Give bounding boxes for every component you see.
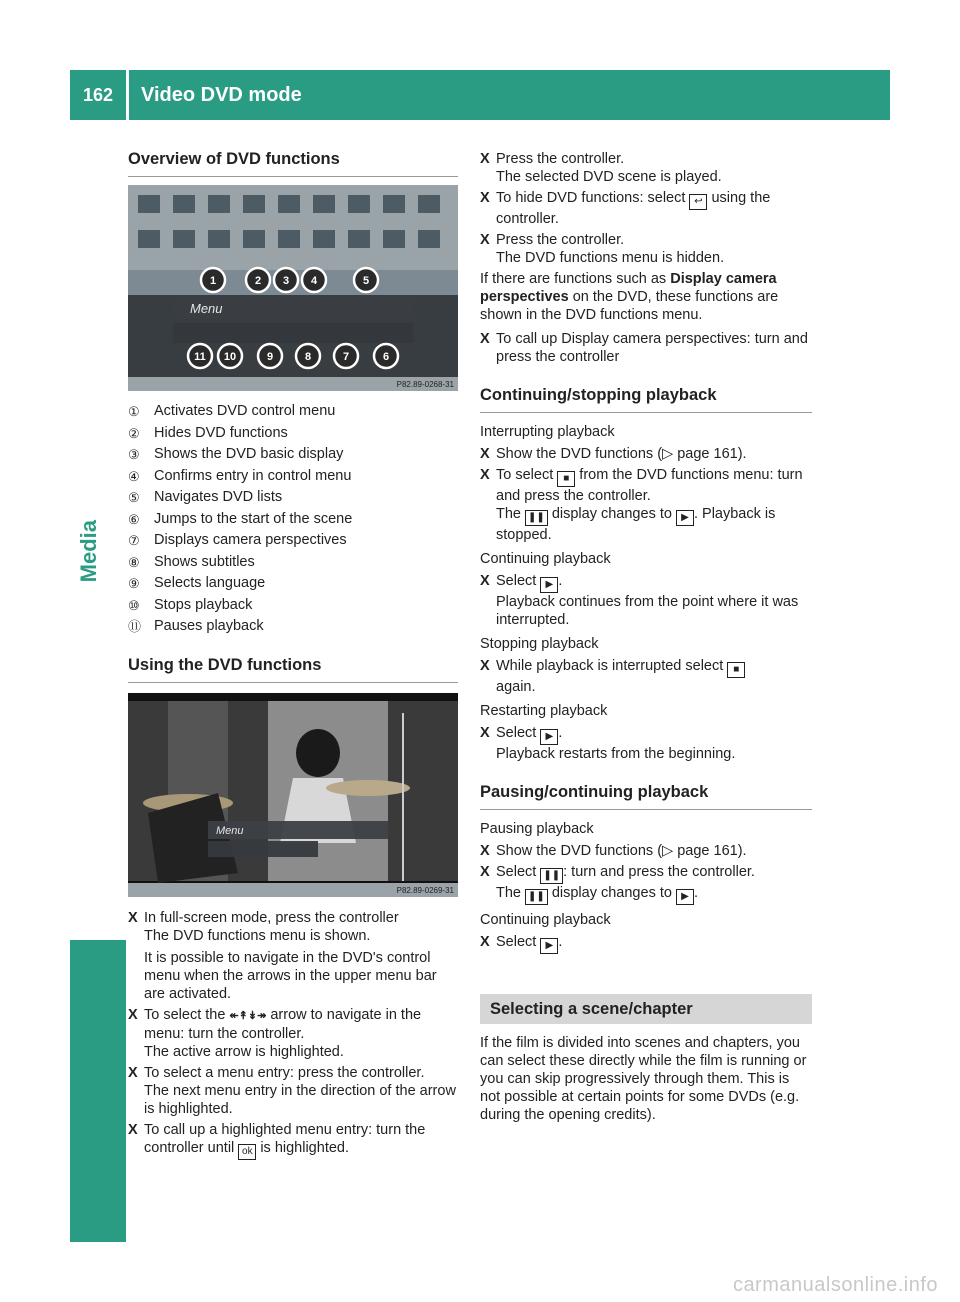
- step-hide-functions: X To hide DVD functions: select ↩ using the controller.: [480, 190, 771, 227]
- callout-2: 2: [254, 275, 262, 287]
- restarting-label: Restarting playback: [480, 703, 608, 719]
- step-select-pause: X Select ❚❚ : turn and press the controller. The ❚❚ display changes to ▶ .: [480, 863, 812, 905]
- right-column: [480, 150, 812, 1130]
- nav-arrows-icon: ↞↟↡↠: [229, 1009, 267, 1022]
- step-call-entry: X To call up a highlighted menu entry: turn the controller until ok is highlighted.: [128, 1121, 458, 1160]
- step-arrow-icon: X: [480, 934, 490, 950]
- callout-11: 11: [194, 351, 206, 363]
- callout-1: 1: [209, 275, 217, 287]
- callout-legend: [128, 401, 458, 638]
- continuing-label: Continuing playback: [480, 551, 611, 567]
- step-arrow-icon: X: [128, 909, 138, 926]
- step-arrow-icon: X: [480, 864, 490, 880]
- step-arrow-icon: X: [480, 232, 490, 248]
- step-restart: X Select ▶ . Playback restarts from the beginning.: [480, 725, 736, 762]
- step-show-functions-2: X Show the DVD functions (▷ page 161).: [480, 843, 747, 859]
- step-arrow-icon: X: [480, 151, 490, 167]
- step-arrow-icon: X: [480, 725, 490, 741]
- step-arrow-icon: X: [480, 573, 490, 589]
- continuing-label-2: Continuing playback: [480, 912, 611, 928]
- step-press-controller: X Press the controller. The selected DVD scene is played.: [480, 151, 722, 185]
- legend-item: ⑪ Pauses playback: [128, 618, 264, 634]
- figure2-caption: P82.89-0269-31: [396, 885, 454, 895]
- legend-item: ② Hides DVD functions: [128, 424, 288, 441]
- pause-icon: ❚❚: [540, 868, 563, 884]
- step-select-entry: X To select a menu entry: press the controller. The next menu entry in the direction of the arrow is highlighted.: [128, 1064, 456, 1117]
- callout-3: 3: [282, 275, 290, 287]
- usage-steps: [128, 909, 458, 1160]
- step-arrow-icon: X: [480, 190, 490, 206]
- play-icon: ▶: [540, 938, 558, 954]
- pausing-label: Pausing playback: [480, 821, 594, 837]
- play-icon: ▶: [676, 889, 694, 905]
- pause-icon: ❚❚: [525, 889, 548, 905]
- callout-6: 6: [382, 351, 390, 363]
- step-arrow-icon: X: [480, 446, 490, 462]
- callout-8: 8: [304, 351, 312, 363]
- legend-item: ⑩ Stops playback: [128, 596, 253, 613]
- play-icon: ▶: [540, 729, 558, 745]
- dvd-usage-figure: [128, 693, 458, 897]
- callout-9: 9: [266, 351, 274, 363]
- step-arrow-icon: X: [128, 1064, 138, 1081]
- figure1-menu-label: Menu: [190, 301, 223, 316]
- step-select-stop: X To select ■ from the DVD functions menu: turn and press the controller. The ❚❚ display changes to ▶ . Playback is stopped.: [480, 467, 803, 543]
- play-icon: ▶: [676, 510, 694, 526]
- legend-item: ⑦ Displays camera perspectives: [128, 532, 347, 548]
- stopping-label: Stopping playback: [480, 636, 599, 652]
- callout-10: 10: [223, 351, 237, 363]
- callout-4: 4: [310, 275, 318, 287]
- step-arrow-icon: X: [480, 658, 490, 674]
- step-camera-perspectives: X To call up Display camera perspectives: turn and press the controller: [480, 331, 808, 365]
- interrupting-label: Interrupting playback: [480, 424, 615, 440]
- legend-item: ④ Confirms entry in control menu: [128, 467, 352, 484]
- ok-icon: ok: [238, 1144, 256, 1160]
- header-divider: [126, 70, 129, 120]
- figure1-caption: P82.89-0268-31: [396, 380, 454, 389]
- pausing-continuing-heading: Pausing/continuing playback: [480, 783, 812, 810]
- legend-item: ⑤ Navigates DVD lists: [128, 489, 283, 505]
- back-icon: ↩: [689, 194, 707, 210]
- legend-item: ⑨ Selects language: [128, 575, 266, 591]
- side-section-label: Media: [76, 520, 101, 583]
- pause-icon: ❚❚: [525, 510, 548, 526]
- page-number: 162: [82, 85, 114, 105]
- chapter-title: Video DVD mode: [141, 84, 302, 106]
- page-number-box: [70, 70, 126, 120]
- step-arrow-icon: X: [128, 1121, 138, 1138]
- play-icon: ▶: [540, 577, 558, 593]
- overview-heading: Overview of DVD functions: [128, 150, 458, 177]
- step-select-play-2: X Select ▶ .: [480, 933, 812, 954]
- camera-perspectives-note: If there are functions such as Display camera perspectives on the DVD, these functions are shown in the DVD functions menu.: [480, 271, 779, 323]
- scene-chapter-heading: Selecting a scene/chapter: [480, 994, 812, 1024]
- step-arrow-icon: X: [128, 1006, 138, 1023]
- dvd-overview-illustration: [128, 185, 458, 391]
- step-arrow-icon: X: [480, 467, 490, 483]
- step-select-play: X Select ▶ . Playback continues from the point where it was interrupted.: [480, 573, 799, 628]
- legend-item: ⑧ Shows subtitles: [128, 553, 255, 570]
- callout-7: 7: [342, 351, 350, 363]
- scene-chapter-text: If the film is divided into scenes and chapters, you can select these directly while the film is running or you can skip progressively through them. This is not possible at certain points for some DVDs (e.g. during the opening credits).: [480, 1035, 807, 1123]
- dvd-functions-figure: [128, 185, 458, 391]
- step-select-arrow: X To select the ↞↟↡↠ arrow to navigate in the menu: turn the controller. The active arrow is highlighted.: [128, 1006, 422, 1060]
- step-select-stop-again: X While playback is interrupted select ■ again.: [480, 657, 812, 696]
- figure2-menu-label: Menu: [216, 824, 244, 837]
- legend-item: ③ Shows the DVD basic display: [128, 446, 344, 462]
- step-press-controller-2: X Press the controller. The DVD functions menu is hidden.: [480, 232, 725, 266]
- legend-item: ① Activates DVD control menu: [128, 403, 336, 419]
- step-fullscreen: X In full-screen mode, press the controller The DVD functions menu is shown. It is possible to navigate in the DVD's control menu when the arrows in the upper menu bar are activated.: [128, 909, 437, 1002]
- step-show-functions: X Show the DVD functions (▷ page 161).: [480, 446, 747, 462]
- stop-icon: ■: [557, 471, 575, 487]
- step-arrow-icon: X: [480, 331, 490, 347]
- step-arrow-icon: X: [480, 843, 490, 859]
- using-heading: Using the DVD functions: [128, 656, 458, 683]
- dvd-usage-illustration: [128, 693, 458, 897]
- legend-item: ⑥ Jumps to the start of the scene: [128, 510, 353, 527]
- callout-5: 5: [362, 275, 370, 287]
- continuing-stopping-heading: Continuing/stopping playback: [480, 386, 812, 413]
- watermark: carmanualsonline.info: [732, 1274, 938, 1296]
- stop-icon: ■: [727, 662, 745, 678]
- left-column: [128, 150, 458, 1163]
